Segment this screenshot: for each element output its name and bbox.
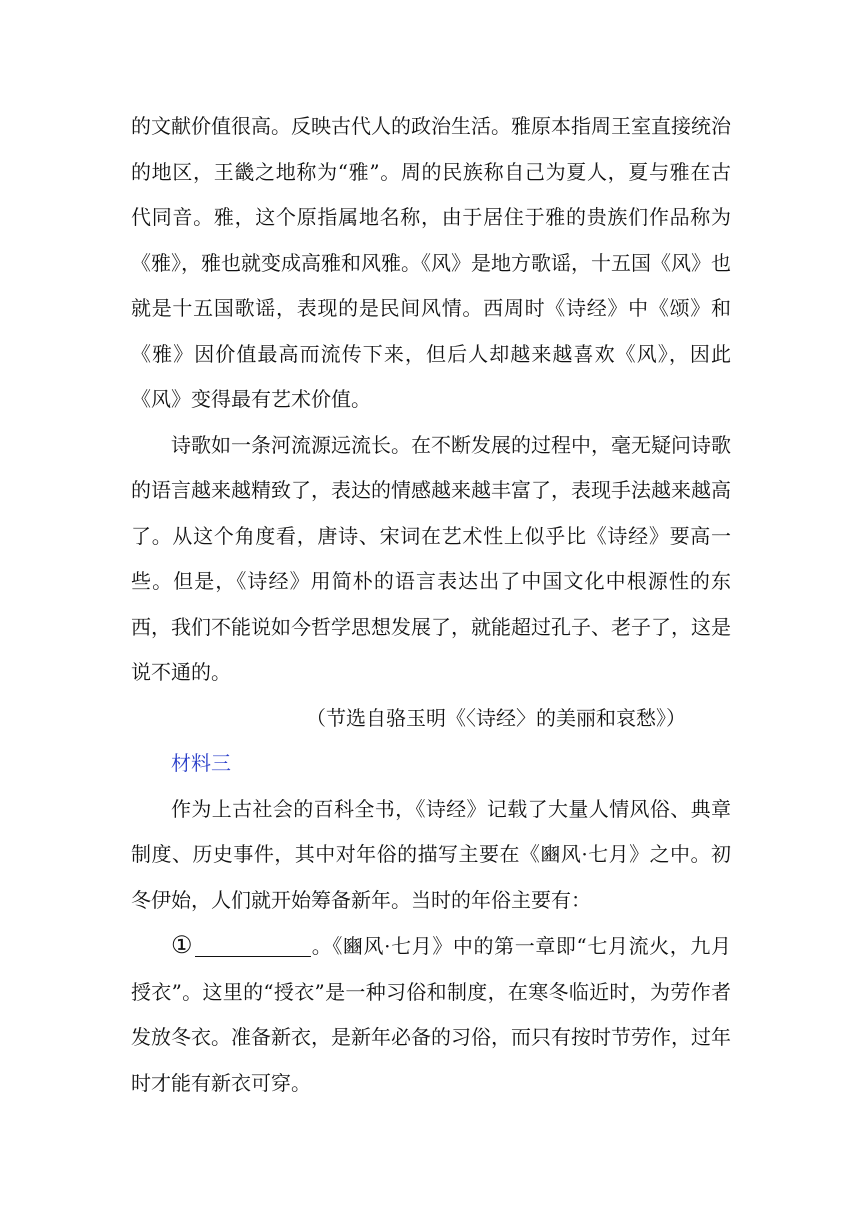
- document-body: [131, 104, 731, 1106]
- source-citation: （节选自骆玉明《〈诗经〉的美丽和哀愁》）: [306, 705, 686, 730]
- paragraph-4-text: 。《豳风·七月》中的第一章即“七月流火，九月授衣”。这里的“授衣”是一种习俗和制度，在寒冬临近时，为劳作者发放冬衣。准备新衣，是新年必备的习俗，而只有按时节劳作，过年时才能有新衣可穿。: [131, 934, 731, 1095]
- paragraph-4: [131, 923, 731, 1106]
- paragraph-3: 作为上古社会的百科全书，《诗经》记载了大量人情风俗、典章制度、历史事件，其中对年俗的描写主要在《豳风·七月》之中。初冬伊始，人们就开始筹备新年。当时的年俗主要有：: [131, 796, 731, 912]
- fill-in-blank: [195, 934, 311, 957]
- section-heading: 材料三: [171, 751, 231, 775]
- paragraph-2: 诗歌如一条河流源远流长。在不断发展的过程中，毫无疑问诗歌的语言越来越精致了，表达的情感越来越丰富了，表现手法越来越高了。从这个角度看，唐诗、宋词在艺术性上似乎比《诗经》要高一些。但是，《诗经》用简朴的语言表达出了中国文化中根源性的东西，我们不能说如今哲学思想发展了，就能超过孔子、老子了，这是说不通的。: [131, 432, 731, 684]
- item-marker: ①: [171, 931, 194, 959]
- paragraph-1: 的文献价值很高。反映古代人的政治生活。雅原本指周王室直接统治的地区，王畿之地称为“雅”。周的民族称自己为夏人，夏与雅在古代同音。雅，这个原指属地名称，由于居住于雅的贵族们作品称为《雅》，雅也就变成高雅和风雅。《风》是地方歌谣，十五国《风》也就是十五国歌谣，表现的是民间风情。西周时《诗经》中《颂》和《雅》因价值最高而流传下来，但后人却越来越喜欢《风》，因此《风》变得最有艺术价值。: [131, 114, 731, 411]
